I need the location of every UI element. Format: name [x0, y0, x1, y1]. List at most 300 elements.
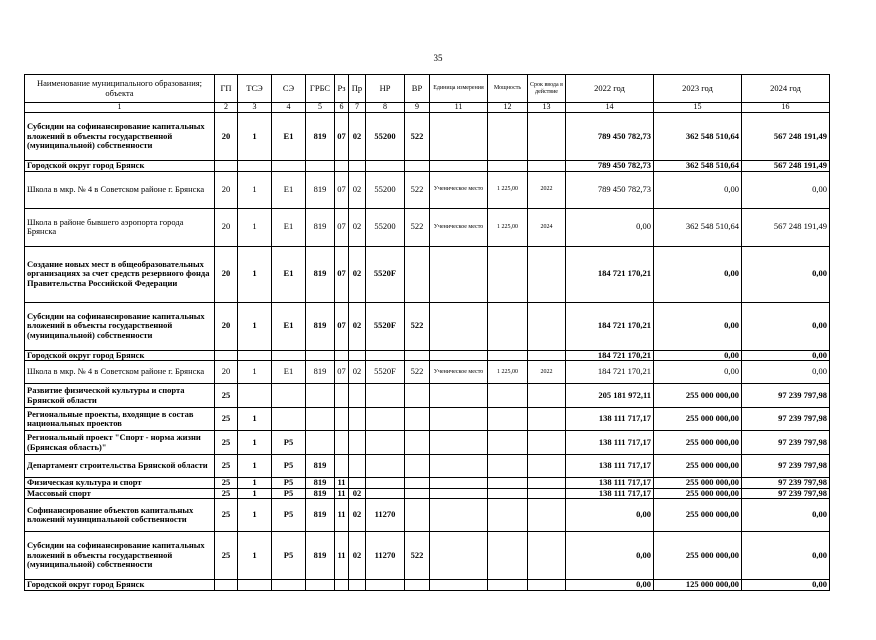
column-number: 16 — [742, 103, 830, 113]
amount-2022-cell: 138 111 717,17 — [566, 488, 654, 499]
table-row — [25, 113, 830, 161]
header-cell: ГРБС — [306, 75, 335, 103]
grbs-cell — [306, 384, 335, 408]
object-name-cell: Городской округ город Брянск — [25, 161, 215, 172]
amount-2022-cell: 789 450 782,73 — [566, 113, 654, 161]
capacity-cell — [488, 580, 528, 591]
commission-year-cell — [528, 532, 566, 580]
column-number: 2 — [215, 103, 238, 113]
object-name-cell: Школа в районе бывшего аэропорта города Брянска — [25, 208, 215, 246]
se-cell: Е1 — [272, 361, 306, 384]
column-number: 5 — [306, 103, 335, 113]
vr-cell: 522 — [405, 532, 430, 580]
column-number: 1 — [25, 103, 215, 113]
pr-cell: 02 — [349, 113, 366, 161]
unit-cell — [430, 161, 488, 172]
pr-cell — [349, 580, 366, 591]
column-number: 14 — [566, 103, 654, 113]
pr-cell: 02 — [349, 488, 366, 499]
capacity-cell — [488, 302, 528, 350]
se-cell — [272, 408, 306, 431]
commission-year-cell — [528, 580, 566, 591]
tse-cell: 1 — [238, 431, 272, 455]
gp-cell: 20 — [215, 171, 238, 208]
commission-year-cell — [528, 455, 566, 478]
table-row — [25, 246, 830, 302]
rz-cell: 07 — [335, 208, 349, 246]
amount-2022-cell: 789 450 782,73 — [566, 161, 654, 172]
se-cell: Е1 — [272, 302, 306, 350]
header-row — [25, 75, 830, 103]
object-name-cell: Региональные проекты, входящие в состав национальных проектов — [25, 408, 215, 431]
table-row — [25, 171, 830, 208]
amount-2023-cell: 255 000 000,00 — [654, 384, 742, 408]
grbs-cell: 819 — [306, 113, 335, 161]
grbs-cell — [306, 350, 335, 361]
rz-cell — [335, 431, 349, 455]
se-cell: Е1 — [272, 113, 306, 161]
nr-cell — [366, 384, 405, 408]
tse-cell: 1 — [238, 302, 272, 350]
capacity-cell — [488, 532, 528, 580]
vr-cell — [405, 246, 430, 302]
pr-cell: 02 — [349, 361, 366, 384]
gp-cell: 20 — [215, 246, 238, 302]
object-name-cell: Субсидии на софинансирование капитальных вложений в объекты государственной (муниципальной) собственности — [25, 113, 215, 161]
amount-2022-cell: 138 111 717,17 — [566, 408, 654, 431]
pr-cell — [349, 350, 366, 361]
header-cell: ГП — [215, 75, 238, 103]
amount-2024-cell: 0,00 — [742, 246, 830, 302]
table-row — [25, 208, 830, 246]
table-row — [25, 478, 830, 489]
table-row — [25, 302, 830, 350]
se-cell: Р5 — [272, 478, 306, 489]
rz-cell: 07 — [335, 302, 349, 350]
se-cell — [272, 350, 306, 361]
amount-2023-cell: 362 548 510,64 — [654, 113, 742, 161]
gp-cell: 20 — [215, 361, 238, 384]
amount-2022-cell: 184 721 170,21 — [566, 361, 654, 384]
commission-year-cell — [528, 302, 566, 350]
gp-cell: 20 — [215, 302, 238, 350]
object-name-cell: Физическая культура и спорт — [25, 478, 215, 489]
amount-2023-cell: 0,00 — [654, 171, 742, 208]
amount-2022-cell: 184 721 170,21 — [566, 350, 654, 361]
header-cell: Единица измерения — [430, 75, 488, 103]
column-number: 13 — [528, 103, 566, 113]
amount-2024-cell: 0,00 — [742, 350, 830, 361]
amount-2022-cell: 0,00 — [566, 208, 654, 246]
rz-cell — [335, 384, 349, 408]
tse-cell: 1 — [238, 171, 272, 208]
grbs-cell — [306, 408, 335, 431]
budget-table — [24, 74, 830, 591]
column-number: 3 — [238, 103, 272, 113]
unit-cell — [430, 384, 488, 408]
unit-cell — [430, 455, 488, 478]
pr-cell — [349, 161, 366, 172]
object-name-cell: Департамент строительства Брянской области — [25, 455, 215, 478]
rz-cell: 11 — [335, 488, 349, 499]
grbs-cell: 819 — [306, 246, 335, 302]
object-name-cell: Школа в мкр. № 4 в Советском районе г. Брянска — [25, 171, 215, 208]
rz-cell: 07 — [335, 171, 349, 208]
amount-2024-cell: 0,00 — [742, 171, 830, 208]
nr-cell: 5520F — [366, 246, 405, 302]
amount-2023-cell: 255 000 000,00 — [654, 431, 742, 455]
nr-cell: 11270 — [366, 532, 405, 580]
header-cell: Мощность — [488, 75, 528, 103]
gp-cell: 25 — [215, 499, 238, 532]
tse-cell — [238, 384, 272, 408]
object-name-cell: Городской округ город Брянск — [25, 350, 215, 361]
header-cell: 2023 год — [654, 75, 742, 103]
grbs-cell: 819 — [306, 532, 335, 580]
pr-cell: 02 — [349, 171, 366, 208]
grbs-cell: 819 — [306, 488, 335, 499]
grbs-cell: 819 — [306, 361, 335, 384]
commission-year-cell — [528, 431, 566, 455]
column-number: 12 — [488, 103, 528, 113]
column-number: 4 — [272, 103, 306, 113]
capacity-cell — [488, 384, 528, 408]
amount-2024-cell: 97 239 797,98 — [742, 488, 830, 499]
header-cell: 2022 год — [566, 75, 654, 103]
amount-2024-cell: 97 239 797,98 — [742, 408, 830, 431]
se-cell: Р5 — [272, 488, 306, 499]
unit-cell: Ученическое место — [430, 361, 488, 384]
pr-cell — [349, 408, 366, 431]
gp-cell: 25 — [215, 455, 238, 478]
rz-cell — [335, 580, 349, 591]
nr-cell — [366, 455, 405, 478]
table-row — [25, 361, 830, 384]
nr-cell — [366, 161, 405, 172]
rz-cell: 11 — [335, 478, 349, 489]
header-cell: ВР — [405, 75, 430, 103]
pr-cell — [349, 384, 366, 408]
amount-2022-cell: 0,00 — [566, 580, 654, 591]
gp-cell: 25 — [215, 431, 238, 455]
amount-2023-cell: 0,00 — [654, 246, 742, 302]
se-cell — [272, 384, 306, 408]
vr-cell — [405, 580, 430, 591]
unit-cell — [430, 350, 488, 361]
tse-cell: 1 — [238, 246, 272, 302]
commission-year-cell: 2022 — [528, 171, 566, 208]
se-cell: Е1 — [272, 171, 306, 208]
grbs-cell: 819 — [306, 478, 335, 489]
pr-cell: 02 — [349, 302, 366, 350]
header-cell: Рз — [335, 75, 349, 103]
header-cell: ТСЭ — [238, 75, 272, 103]
amount-2022-cell: 138 111 717,17 — [566, 431, 654, 455]
rz-cell: 07 — [335, 113, 349, 161]
object-name-cell: Субсидии на софинансирование капитальных вложений в объекты государственной (муниципальной) собственности — [25, 532, 215, 580]
capacity-cell — [488, 478, 528, 489]
capacity-cell — [488, 455, 528, 478]
nr-cell — [366, 580, 405, 591]
unit-cell: Ученическое место — [430, 208, 488, 246]
amount-2023-cell: 0,00 — [654, 361, 742, 384]
amount-2023-cell: 0,00 — [654, 350, 742, 361]
rz-cell: 07 — [335, 246, 349, 302]
header-cell: 2024 год — [742, 75, 830, 103]
amount-2024-cell: 0,00 — [742, 361, 830, 384]
tse-cell: 1 — [238, 113, 272, 161]
unit-cell — [430, 246, 488, 302]
capacity-cell — [488, 431, 528, 455]
nr-cell: 5520F — [366, 361, 405, 384]
vr-cell — [405, 350, 430, 361]
pr-cell: 02 — [349, 532, 366, 580]
vr-cell: 522 — [405, 302, 430, 350]
pr-cell: 02 — [349, 246, 366, 302]
vr-cell — [405, 408, 430, 431]
capacity-cell — [488, 499, 528, 532]
amount-2023-cell: 255 000 000,00 — [654, 408, 742, 431]
table-row — [25, 384, 830, 408]
se-cell: Р5 — [272, 532, 306, 580]
unit-cell — [430, 488, 488, 499]
gp-cell: 20 — [215, 113, 238, 161]
pr-cell — [349, 455, 366, 478]
nr-cell — [366, 350, 405, 361]
grbs-cell: 819 — [306, 171, 335, 208]
se-cell: Е1 — [272, 208, 306, 246]
amount-2023-cell: 255 000 000,00 — [654, 488, 742, 499]
gp-cell: 25 — [215, 488, 238, 499]
tse-cell: 1 — [238, 532, 272, 580]
nr-cell: 55200 — [366, 171, 405, 208]
vr-cell — [405, 478, 430, 489]
gp-cell: 25 — [215, 478, 238, 489]
amount-2022-cell: 184 721 170,21 — [566, 246, 654, 302]
nr-cell — [366, 431, 405, 455]
gp-cell: 25 — [215, 384, 238, 408]
amount-2023-cell: 125 000 000,00 — [654, 580, 742, 591]
unit-cell — [430, 113, 488, 161]
amount-2024-cell: 97 239 797,98 — [742, 455, 830, 478]
commission-year-cell: 2022 — [528, 361, 566, 384]
commission-year-cell — [528, 161, 566, 172]
tse-cell: 1 — [238, 361, 272, 384]
amount-2023-cell: 362 548 510,64 — [654, 161, 742, 172]
pr-cell — [349, 478, 366, 489]
amount-2022-cell: 205 181 972,11 — [566, 384, 654, 408]
amount-2022-cell: 138 111 717,17 — [566, 478, 654, 489]
amount-2023-cell: 255 000 000,00 — [654, 478, 742, 489]
capacity-cell — [488, 408, 528, 431]
vr-cell — [405, 455, 430, 478]
amount-2024-cell: 0,00 — [742, 580, 830, 591]
tse-cell: 1 — [238, 478, 272, 489]
header-cell: Наименование муниципального образования; объекта — [25, 75, 215, 103]
amount-2022-cell: 789 450 782,73 — [566, 171, 654, 208]
object-name-cell: Городской округ город Брянск — [25, 580, 215, 591]
vr-cell — [405, 161, 430, 172]
rz-cell: 11 — [335, 532, 349, 580]
object-name-cell: Софинансирование объектов капитальных вложений муниципальной собственности — [25, 499, 215, 532]
gp-cell — [215, 580, 238, 591]
rz-cell: 11 — [335, 499, 349, 532]
unit-cell — [430, 302, 488, 350]
unit-cell — [430, 431, 488, 455]
amount-2023-cell: 255 000 000,00 — [654, 499, 742, 532]
tse-cell: 1 — [238, 488, 272, 499]
column-number: 15 — [654, 103, 742, 113]
grbs-cell — [306, 431, 335, 455]
commission-year-cell — [528, 488, 566, 499]
amount-2023-cell: 362 548 510,64 — [654, 208, 742, 246]
gp-cell: 25 — [215, 532, 238, 580]
vr-cell — [405, 488, 430, 499]
vr-cell: 522 — [405, 361, 430, 384]
amount-2024-cell: 567 248 191,49 — [742, 208, 830, 246]
grbs-cell — [306, 161, 335, 172]
amount-2022-cell: 0,00 — [566, 499, 654, 532]
capacity-cell — [488, 113, 528, 161]
capacity-cell — [488, 161, 528, 172]
se-cell: Р5 — [272, 431, 306, 455]
amount-2022-cell: 138 111 717,17 — [566, 455, 654, 478]
commission-year-cell — [528, 246, 566, 302]
table-row — [25, 350, 830, 361]
nr-cell — [366, 408, 405, 431]
vr-cell: 522 — [405, 171, 430, 208]
unit-cell — [430, 580, 488, 591]
commission-year-cell — [528, 408, 566, 431]
rz-cell — [335, 350, 349, 361]
amount-2022-cell: 184 721 170,21 — [566, 302, 654, 350]
table-body — [25, 113, 830, 591]
tse-cell — [238, 580, 272, 591]
commission-year-cell — [528, 478, 566, 489]
commission-year-cell — [528, 499, 566, 532]
capacity-cell — [488, 246, 528, 302]
grbs-cell: 819 — [306, 302, 335, 350]
object-name-cell: Субсидии на софинансирование капитальных вложений в объекты государственной (муниципальной) собственности — [25, 302, 215, 350]
nr-cell: 11270 — [366, 499, 405, 532]
se-cell — [272, 580, 306, 591]
amount-2024-cell: 567 248 191,49 — [742, 113, 830, 161]
amount-2022-cell: 0,00 — [566, 532, 654, 580]
column-number: 6 — [335, 103, 349, 113]
column-number: 11 — [430, 103, 488, 113]
page-number: 35 — [433, 53, 443, 63]
capacity-cell — [488, 350, 528, 361]
se-cell: Р5 — [272, 455, 306, 478]
unit-cell: Ученическое место — [430, 171, 488, 208]
amount-2024-cell: 97 239 797,98 — [742, 478, 830, 489]
table-row — [25, 532, 830, 580]
header-cell: СЭ — [272, 75, 306, 103]
amount-2024-cell: 0,00 — [742, 499, 830, 532]
vr-cell: 522 — [405, 208, 430, 246]
amount-2023-cell: 0,00 — [654, 302, 742, 350]
header-cell: Пр — [349, 75, 366, 103]
header-cell: Срок ввода в действие — [528, 75, 566, 103]
header-cell: НР — [366, 75, 405, 103]
capacity-cell: 1 225,00 — [488, 171, 528, 208]
table-row — [25, 499, 830, 532]
tse-cell — [238, 161, 272, 172]
object-name-cell: Массовый спорт — [25, 488, 215, 499]
grbs-cell: 819 — [306, 455, 335, 478]
amount-2024-cell: 97 239 797,98 — [742, 384, 830, 408]
object-name-cell: Развитие физической культуры и спорта Брянской области — [25, 384, 215, 408]
amount-2024-cell: 567 248 191,49 — [742, 161, 830, 172]
unit-cell — [430, 532, 488, 580]
vr-cell — [405, 431, 430, 455]
rz-cell — [335, 161, 349, 172]
table-row — [25, 580, 830, 591]
gp-cell: 25 — [215, 408, 238, 431]
gp-cell: 20 — [215, 208, 238, 246]
gp-cell — [215, 350, 238, 361]
tse-cell: 1 — [238, 408, 272, 431]
nr-cell — [366, 488, 405, 499]
tse-cell — [238, 350, 272, 361]
se-cell — [272, 161, 306, 172]
pr-cell — [349, 431, 366, 455]
table-row — [25, 408, 830, 431]
tse-cell: 1 — [238, 455, 272, 478]
object-name-cell: Школа в мкр. № 4 в Советском районе г. Брянска — [25, 361, 215, 384]
pr-cell: 02 — [349, 499, 366, 532]
pr-cell: 02 — [349, 208, 366, 246]
commission-year-cell: 2024 — [528, 208, 566, 246]
capacity-cell: 1 225,00 — [488, 208, 528, 246]
amount-2024-cell: 97 239 797,98 — [742, 431, 830, 455]
capacity-cell: 1 225,00 — [488, 361, 528, 384]
object-name-cell: Региональный проект "Спорт - норма жизни (Брянская область)" — [25, 431, 215, 455]
grbs-cell: 819 — [306, 208, 335, 246]
vr-cell: 522 — [405, 113, 430, 161]
table-row — [25, 488, 830, 499]
vr-cell — [405, 499, 430, 532]
table-row — [25, 431, 830, 455]
amount-2023-cell: 255 000 000,00 — [654, 455, 742, 478]
commission-year-cell — [528, 384, 566, 408]
table-row — [25, 161, 830, 172]
nr-cell: 5520F — [366, 302, 405, 350]
commission-year-cell — [528, 350, 566, 361]
column-number-row — [25, 103, 830, 113]
column-number: 9 — [405, 103, 430, 113]
unit-cell — [430, 499, 488, 532]
nr-cell: 55200 — [366, 113, 405, 161]
object-name-cell: Создание новых мест в общеобразовательных организациях за счет средств резервного фонда Правительства Российской Федерации — [25, 246, 215, 302]
se-cell: Р5 — [272, 499, 306, 532]
nr-cell — [366, 478, 405, 489]
tse-cell: 1 — [238, 499, 272, 532]
grbs-cell: 819 — [306, 499, 335, 532]
column-number: 8 — [366, 103, 405, 113]
amount-2024-cell: 0,00 — [742, 532, 830, 580]
amount-2024-cell: 0,00 — [742, 302, 830, 350]
rz-cell: 07 — [335, 361, 349, 384]
tse-cell: 1 — [238, 208, 272, 246]
unit-cell — [430, 408, 488, 431]
amount-2023-cell: 255 000 000,00 — [654, 532, 742, 580]
column-number: 7 — [349, 103, 366, 113]
nr-cell: 55200 — [366, 208, 405, 246]
commission-year-cell — [528, 113, 566, 161]
gp-cell — [215, 161, 238, 172]
rz-cell — [335, 408, 349, 431]
